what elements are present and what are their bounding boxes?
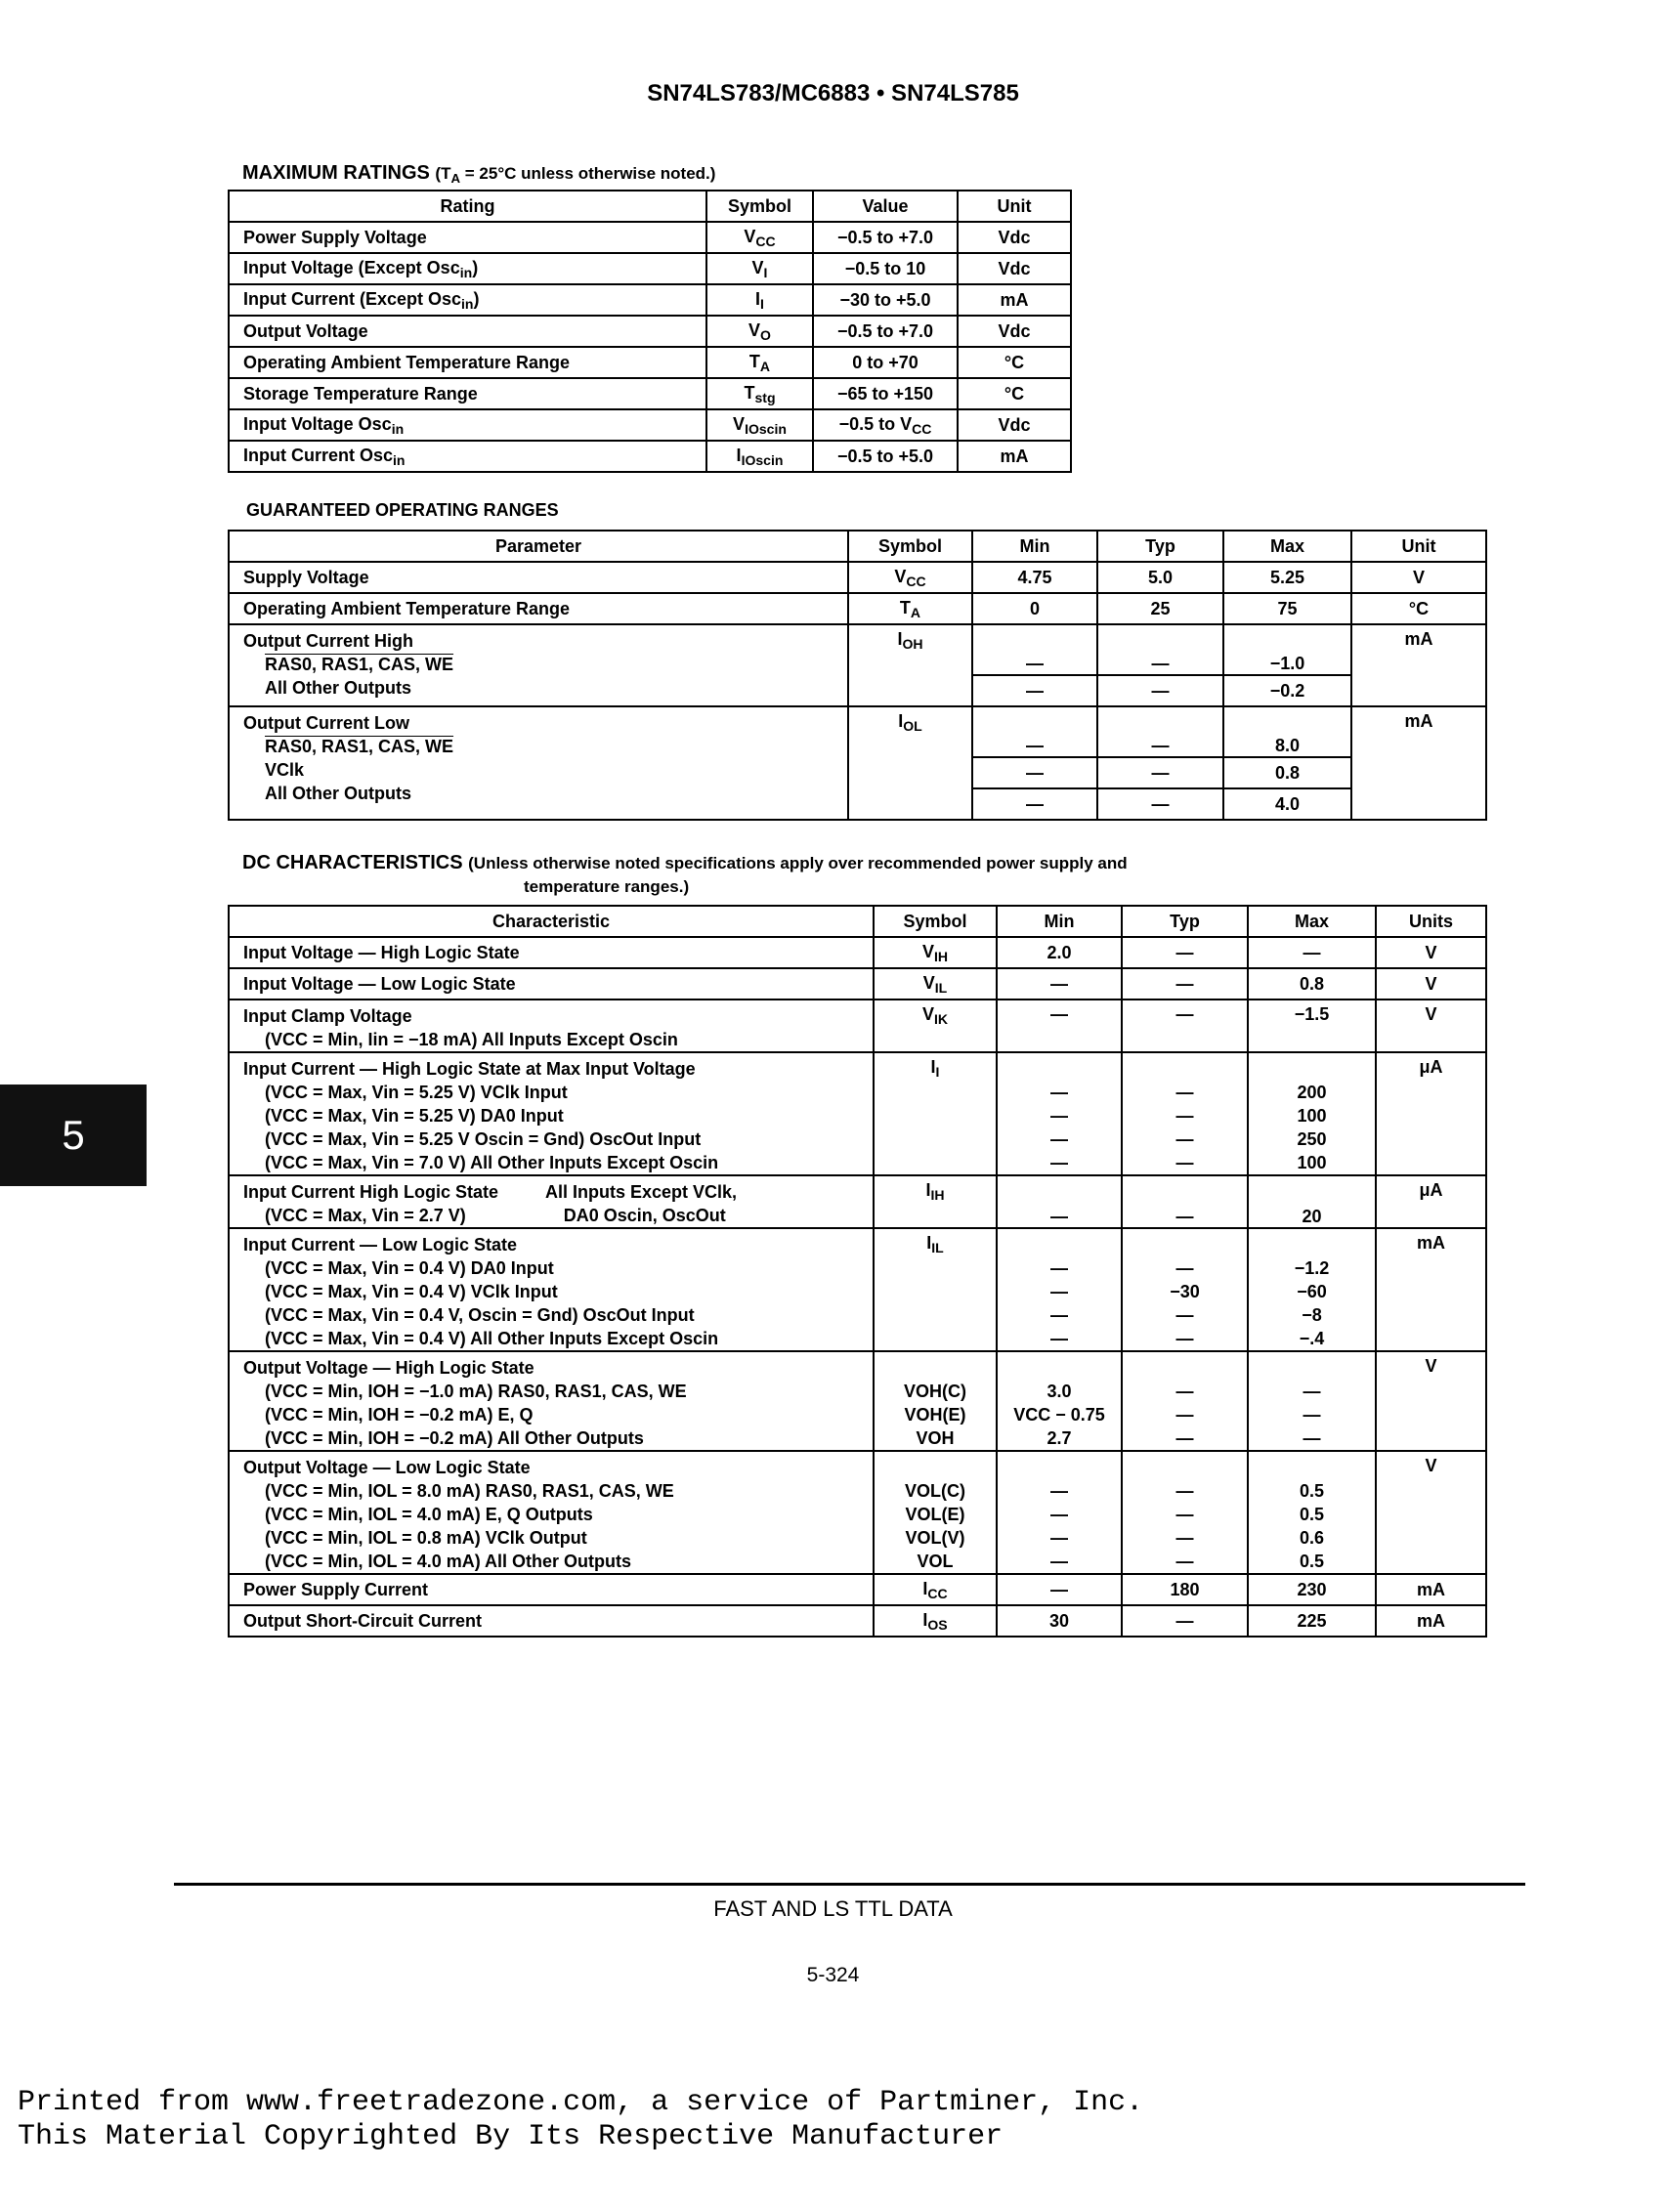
- table-row: Storage Temperature Range $T_{stg}$ −65 to +150 °C: [229, 378, 1071, 409]
- table-row: Input Current (Except Osc$_{in}$) $I_I$ −30 to +5.0 mA: [229, 284, 1071, 316]
- table-row: Input Current — Low Logic State (VCC = Max, Vin = 0.4 V) DA0 Input (VCC = Max, Vin = 0.4 V) VClk Input (VCC = Max, Vin = 0.4 V, Oscin = Gnd) OscOut Input (VCC = Max, Vin = 0.4 V) All Other Inputs Except Oscin $I_{IL}$ — — — — — −30 — — −1.2 −60 −8 −.4 mA: [229, 1228, 1486, 1351]
- max-ratings-table: [228, 190, 1072, 473]
- table-row: Input Voltage — High Logic State $V_{IH}$ 2.0 — — V: [229, 937, 1486, 968]
- section-tab: 5: [0, 1085, 147, 1186]
- printed-line-2: This Material Copyrighted By Its Respective Manufacturer: [18, 2120, 1004, 2153]
- table-row: Output Short-Circuit Current $I_{OS}$ 30 — 225 mA: [229, 1605, 1486, 1637]
- dc-table: [228, 905, 1487, 1638]
- gor-heading: GUARANTEED OPERATING RANGES: [246, 500, 559, 520]
- col-header: Units: [1376, 906, 1486, 937]
- max-ratings-heading: MAXIMUM RATINGS ($T_A = 25^\circ C$ unless otherwise noted.): [242, 162, 716, 186]
- table-row: Input Voltage (Except Osc$_{in}$) $V_I$ −0.5 to 10 Vdc: [229, 253, 1071, 284]
- table-row: Input Current Osc$_{in}$ $I_{IOscin}$ −0.5 to +5.0 mA: [229, 441, 1071, 472]
- table-header-row: [229, 191, 1071, 222]
- table-row: Input Clamp Voltage (VCC = Min, Iin = −18 mA) All Inputs Except Oscin $V_{IK}$ — — −1.5 V: [229, 1000, 1486, 1052]
- table-row: Power Supply Current $I_{CC}$ — 180 230 mA: [229, 1574, 1486, 1605]
- table-row: Output Current High RAS0, RAS1, CAS, WE All Other Outputs $I_{OH}$ — — −1.0 mA: [229, 624, 1486, 675]
- col-header: Value: [813, 191, 958, 222]
- table-row: Input Current — High Logic State at Max Input Voltage (VCC = Max, Vin = 5.25 V) VClk Input (VCC = Max, Vin = 5.25 V) DA0 Input (VCC = Max, Vin = 5.25 V Oscin = Gnd) OscOut Input (VCC = Max, Vin = 7.0 V) All Other Inputs Except Oscin $I_I$ — — — — — — — — 200 100 250 100 μA: [229, 1052, 1486, 1175]
- table-row: Operating Ambient Temperature Range $T_A$ 0 to +70 °C: [229, 347, 1071, 378]
- table-row: Input Current High Logic State All Inputs Except VClk, (VCC = Max, Vin = 2.7 V) DA0 Oscin, OscOut $I_{IH}$ — — 20 μA: [229, 1175, 1486, 1228]
- col-header: Symbol: [874, 906, 997, 937]
- col-header: Characteristic: [229, 906, 874, 937]
- footer-title: FAST AND LS TTL DATA: [713, 1896, 953, 1921]
- table-row: Output Voltage $V_O$ −0.5 to +7.0 Vdc: [229, 316, 1071, 347]
- table-row: Input Voltage — Low Logic State $V_{IL}$ — — 0.8 V: [229, 968, 1486, 1000]
- col-header: Max: [1248, 906, 1376, 937]
- table-row: Input Voltage Osc$_{in}$ $V_{IOscin}$ −0.5 to $V_{CC}$ Vdc: [229, 409, 1071, 441]
- footer-rule: [174, 1883, 1525, 1886]
- gor-table: [228, 530, 1487, 821]
- col-header: Min: [997, 906, 1122, 937]
- col-header: Rating: [229, 191, 706, 222]
- page-title: SN74LS783/MC6883 • SN74LS785: [647, 80, 1019, 106]
- col-header: Symbol: [848, 531, 972, 562]
- table-row: Output Current Low RAS0, RAS1, CAS, WE VClk All Other Outputs $I_{OL}$ — — 8.0 mA: [229, 706, 1486, 757]
- dc-note: temperature ranges.): [524, 877, 690, 896]
- col-header: Typ: [1097, 531, 1223, 562]
- printed-line-1: Printed from www.freetradezone.com, a service of Partminer, Inc.: [18, 2086, 1144, 2119]
- col-header: Symbol: [706, 191, 813, 222]
- col-header: Unit: [1351, 531, 1486, 562]
- col-header: Min: [972, 531, 1097, 562]
- page-number: 5-324: [806, 1964, 860, 1986]
- table-row: Supply Voltage $V_{CC}$ 4.75 5.0 5.25 V: [229, 562, 1486, 593]
- table-row: — — 0.8: [229, 757, 1486, 788]
- table-row: Output Voltage — Low Logic State (VCC = Min, IOL = 8.0 mA) RAS0, RAS1, CAS, WE (VCC = Min, IOL = 4.0 mA) E, Q Outputs (VCC = Min, IOL = 0.8 mA) VClk Output (VCC = Min, IOL = 4.0 mA) All Other Outputs VOL(C) VOL(E) VOL(V) VOL — — — — — — — — 0.5 0.5 0.6 0.5 V: [229, 1451, 1486, 1574]
- table-row: Output Voltage — High Logic State (VCC = Min, IOH = −1.0 mA) RAS0, RAS1, CAS, WE (VCC = Min, IOH = −0.2 mA) E, Q (VCC = Min, IOH = −0.2 mA) All Other Outputs VOH(C) VOH(E) VOH 3.0 VCC − 0.75 2.7 — — — — — — V: [229, 1351, 1486, 1451]
- max-ratings-body: [229, 222, 1071, 472]
- dc-heading: DC CHARACTERISTICS (Unless otherwise noted specifications apply over recommended power supply and: [242, 852, 1128, 873]
- col-header: Typ: [1122, 906, 1248, 937]
- table-row: — — 4.0: [229, 788, 1486, 820]
- col-header: Unit: [958, 191, 1071, 222]
- col-header: Max: [1223, 531, 1351, 562]
- table-row: Power Supply Voltage $V_{CC}$ −0.5 to +7.0 Vdc: [229, 222, 1071, 253]
- table-row: Operating Ambient Temperature Range $T_A$ 0 25 75 °C: [229, 593, 1486, 624]
- col-header: Parameter: [229, 531, 848, 562]
- table-row: — — −0.2: [229, 675, 1486, 706]
